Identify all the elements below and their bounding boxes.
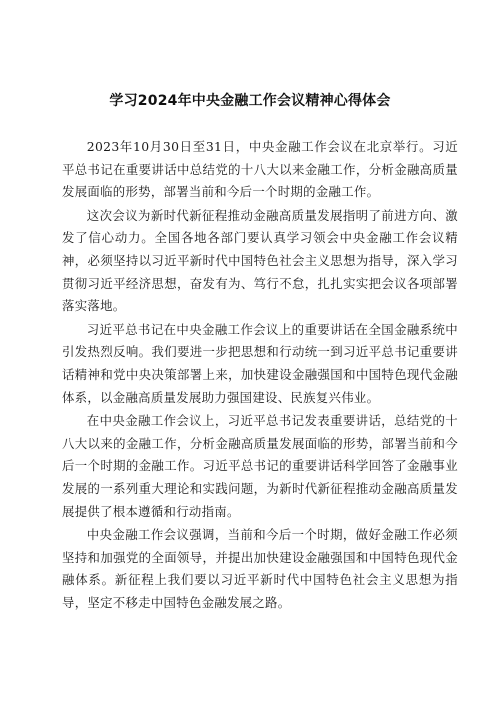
paragraph-4: 在中央金融工作会议上，习近平总书记发表重要讲话，总结党的十八大以来的金融工作，分析金融高质量发展面临的形势，部署当前和今后一个时期的金融工作。习近平总书记的重要讲话科学回答了金融事业发展的一系列重大理论和实践问题，为新时代新征程推动金融高质量发展提供了根本遵循和行动指南。 (62, 413, 458, 519)
paragraph-1: 2023年10月30日至31日，中央金融工作会议在北京举行。习近平总书记在重要讲话中总结党的十八大以来金融工作，分析金融高质量发展面临的形势，部署当前和今后一个时期的金融工作。 (62, 139, 458, 200)
document-body (62, 136, 458, 614)
paragraph-5: 中央金融工作会议强调，当前和今后一个时期，做好金融工作必须坚持和加强党的全面领导，并提出加快建设金融强国和中国特色现代金融体系。新征程上我们要以习近平新时代中国特色社会主义思想为指导，坚定不移走中国特色金融发展之路。 (62, 527, 458, 610)
paragraph-2: 这次会议为新时代新征程推动金融高质量发展指明了前进方向、激发了信心动力。全国各地各部门要认真学习领会中央金融工作会议精神，必须坚持以习近平新时代中国特色社会主义思想为指导，深入学习贯彻习近平经济思想，奋发有为、笃行不怠，扎扎实实把会议各项部署落实落地。 (62, 207, 458, 314)
document-title: 学习2024年中央金融工作会议精神心得体会 (109, 93, 391, 109)
paragraph-3: 习近平总书记在中央金融工作会议上的重要讲话在全国金融系统中引发热烈反响。我们要进一步把思想和行动统一到习近平总书记重要讲话精神和党中央决策部署上来，加快建设金融强国和中国特色现代金融体系，以金融高质量发展助力强国建设、民族复兴伟业。 (62, 321, 458, 405)
